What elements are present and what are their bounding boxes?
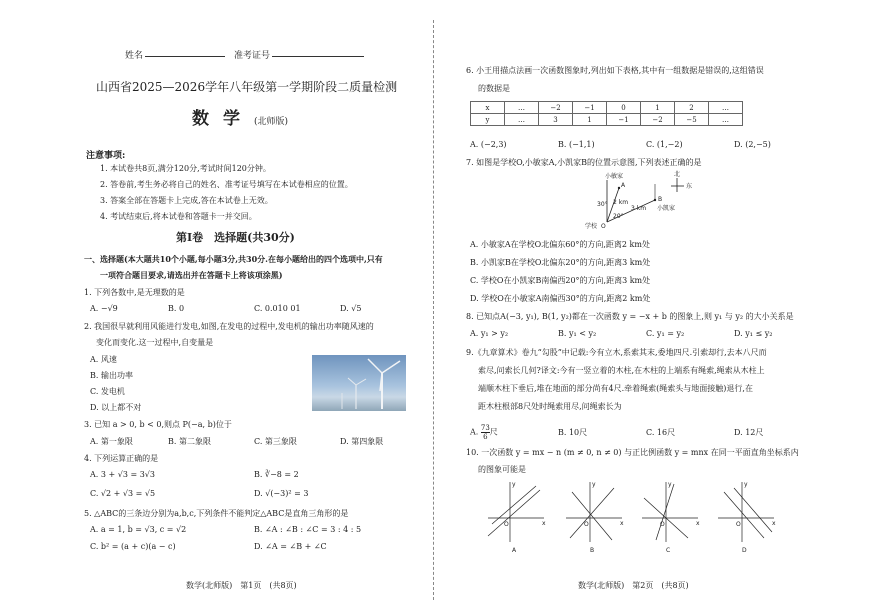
q9-stem: 9.《九章算术》卷九“勾股”中记载:今有立木,系索其末,委地四尺.引索却行,去本八尺而 xyxy=(466,348,767,357)
q9-stem: 端顺木柱下垂后,堆在地面的部分尚有4尺.牵着绳索(绳索头与地面接触)退行,在 xyxy=(478,384,753,393)
q5-option-a: A. a = 1, b = √3, c = √2 xyxy=(90,525,187,534)
table-cell: −2 xyxy=(539,102,573,114)
notice-item: 3. 答案全部在答题卡上完成,答在本试卷上无效。 xyxy=(100,196,273,205)
q9-option-b: B. 10尺 xyxy=(558,428,588,437)
q10-a-x: x xyxy=(542,520,546,527)
q9-option-a-denominator: 6 xyxy=(483,433,488,441)
table-cell: x xyxy=(471,102,505,114)
q10-a-o: O xyxy=(504,521,509,528)
q9-option-a xyxy=(470,424,498,441)
q8-option-a: A. y₁ > y₂ xyxy=(470,329,509,338)
q6-option-c: C. (1,−2) xyxy=(646,140,683,149)
wind-turbine-photo xyxy=(312,355,406,411)
q9-stem: 距木柱根部8尺处时绳索用尽,问绳索长为 xyxy=(478,402,622,411)
table-cell: −1 xyxy=(607,114,641,126)
q5-stem: 5. △ABC的三条边分别为a,b,c,下列条件不能判定△ABC是直角三角形的是 xyxy=(84,509,349,518)
q6-stem: 的数据是 xyxy=(478,84,510,93)
q10-b-x: x xyxy=(620,520,624,527)
q10-c-y: y xyxy=(668,481,672,488)
q9-option-a-letter: A. xyxy=(470,427,479,437)
q9-stem: 索尽,问索长几何?译文:今有一竖立着的木柱,在木柱的上端系有绳索,绳索从木柱上 xyxy=(478,366,765,375)
table-cell: 1 xyxy=(641,102,675,114)
q10-label-d: D xyxy=(742,547,747,554)
q10-label-a: A xyxy=(512,547,517,554)
q10-graph-b xyxy=(562,478,626,554)
q7-option-a: A. 小敏家A在学校O北偏东60°的方向,距离2 km处 xyxy=(470,240,650,249)
q1-stem: 1. 下列各数中,是无理数的是 xyxy=(84,288,185,297)
q6-option-d: D. (2,−5) xyxy=(734,140,771,149)
q1-option-a: A. −√9 xyxy=(90,304,118,313)
q10-d-y: y xyxy=(744,481,748,488)
table-cell: … xyxy=(505,102,539,114)
section-instruction: 一、选择题(本大题共10个小题,每小题3分,共30分.在每小题给出的四个选项中,只有 xyxy=(84,254,383,264)
q10-graph-c xyxy=(638,478,702,554)
notice-item: 1. 本试卷共8页,满分120分,考试时间120分钟。 xyxy=(100,164,271,173)
q7-point-a: A xyxy=(621,182,626,189)
table-cell: −5 xyxy=(675,114,709,126)
q7-option-c: C. 学校O在小凯家B南偏西20°的方向,距离3 km处 xyxy=(470,276,651,285)
q6-stem: 6. 小王用描点法画一次函数图象时,列出如下表格,其中有一组数据是错误的,这组错误 xyxy=(466,66,764,75)
q10-b-o: O xyxy=(584,521,589,528)
q7-stem: 7. 如图是学校O,小敏家A,小凯家B的位置示意图,下列表述正确的是 xyxy=(466,158,702,167)
q3-option-a: A. 第一象限 xyxy=(90,437,133,446)
q8-option-d: D. y₁ ≤ y₂ xyxy=(734,329,773,338)
section-instruction: 一项符合题目要求,请选出并在答题卡上将该项涂黑) xyxy=(100,270,283,280)
q10-b-y: y xyxy=(592,481,596,488)
q5-option-d: D. ∠A = ∠B + ∠C xyxy=(254,542,327,551)
q10-d-x: x xyxy=(772,520,776,527)
q2-option-c: C. 发电机 xyxy=(90,387,125,396)
q10-d-o: O xyxy=(736,521,741,528)
name-label: 姓名 xyxy=(125,51,144,61)
table-row xyxy=(471,102,743,114)
notice-item: 4. 考试结束后,将本试卷和答题卡一并交回。 xyxy=(100,212,257,221)
q10-label-b: B xyxy=(590,547,595,554)
q6-value-table xyxy=(470,101,743,126)
page-footer: 数学(北师版) 第2页 (共8页) xyxy=(578,581,689,590)
q1-option-c: C. 0.010 01 xyxy=(254,304,301,313)
subject-title xyxy=(192,104,288,129)
exam-title: 山西省2025—2026学年八年级第一学期阶段二质量检测 xyxy=(96,80,398,94)
q7-angle-1: 30° xyxy=(597,201,608,208)
q7-north-label: 北 xyxy=(674,171,681,178)
q10-a-y: y xyxy=(512,481,516,488)
q9-option-c: C. 16尺 xyxy=(646,428,676,437)
q6-option-b: B. (−1,1) xyxy=(558,140,595,149)
q3-option-c: C. 第三象限 xyxy=(254,437,297,446)
q10-graph-a xyxy=(484,478,548,554)
page-divider xyxy=(433,20,434,600)
table-row xyxy=(471,114,743,126)
name-field[interactable] xyxy=(145,56,225,57)
q7-point-o: O xyxy=(601,223,606,230)
q10-c-o: O xyxy=(660,521,665,528)
q9-option-a-unit: 尺 xyxy=(489,427,498,437)
q2-stem: 2. 我国很早就利用风能进行发电,如图,在发电的过程中,发电机的输出功率随风速的 xyxy=(84,322,374,331)
table-cell: 3 xyxy=(539,114,573,126)
q2-stem: 变化而变化.这一过程中,自变量是 xyxy=(96,338,214,347)
notice-heading: 注意事项: xyxy=(86,151,126,161)
exam-number-field[interactable] xyxy=(272,56,364,57)
q5-option-c: C. b² = (a + c)(a − c) xyxy=(90,542,176,551)
q10-label-c: C xyxy=(666,547,671,554)
notice-item: 2. 答卷前,考生务必将自己的姓名、准考证号填写在本试卷相应的位置。 xyxy=(100,180,353,189)
q7-b-label: 小凯家 xyxy=(657,205,676,212)
q4-option-a: A. 3 + √3 = 3√3 xyxy=(90,470,155,479)
page-footer: 数学(北师版) 第1页 (共8页) xyxy=(186,581,297,590)
q4-option-c: C. √2 + √3 = √5 xyxy=(90,489,156,498)
q2-option-a: A. 风速 xyxy=(90,355,117,364)
table-cell: −1 xyxy=(573,102,607,114)
exam-number-label: 准考证号 xyxy=(234,51,271,61)
q8-stem: 8. 已知点A(−3, y₁), B(1, y₂)都在一次函数 y = −x + b 的图象上,则 y₁ 与 y₂ 的大小关系是 xyxy=(466,312,794,321)
q1-option-b: B. 0 xyxy=(168,304,185,313)
q10-stem: 的图象可能是 xyxy=(478,465,526,474)
q7-a-label: 小敏家 xyxy=(605,173,624,180)
q7-dist-2: 3 km xyxy=(631,205,647,212)
q2-option-d: D. 以上都不对 xyxy=(90,403,142,412)
q9-option-a-fraction xyxy=(481,424,490,441)
q5-option-b: B. ∠A : ∠B : ∠C = 3 : 4 : 5 xyxy=(254,525,362,534)
q3-option-b: B. 第二象限 xyxy=(168,437,211,446)
table-cell: 2 xyxy=(675,102,709,114)
wind-turbine-icon xyxy=(312,355,406,411)
q8-option-c: C. y₁ = y₂ xyxy=(646,329,685,338)
q10-stem: 10. 一次函数 y = mx − n (m ≠ 0, n ≠ 0) 与正比例函数 y = mnx 在同一平面直角坐标系内 xyxy=(466,448,799,457)
table-cell: y xyxy=(471,114,505,126)
table-cell: −2 xyxy=(641,114,675,126)
q8-option-b: B. y₁ < y₂ xyxy=(558,329,597,338)
q9-option-a-numerator: 73 xyxy=(480,424,490,432)
q7-o-label: 学校 xyxy=(585,223,598,230)
q9-option-d: D. 12尺 xyxy=(734,428,764,437)
table-cell: … xyxy=(709,114,743,126)
q4-option-b: B. ∛−8 = 2 xyxy=(254,470,299,479)
subject-name: 数学 xyxy=(192,109,254,129)
table-cell: … xyxy=(709,102,743,114)
edition-label: (北师版) xyxy=(254,117,289,127)
table-cell: 0 xyxy=(607,102,641,114)
q4-option-d: D. √(−3)² = 3 xyxy=(254,489,309,498)
q2-option-b: B. 输出功率 xyxy=(90,371,133,380)
q7-dist-1: 2 km xyxy=(613,199,629,206)
q3-stem: 3. 已知 a > 0, b < 0,则点 P(−a, b)位于 xyxy=(84,420,232,429)
q10-c-x: x xyxy=(696,520,700,527)
table-cell: … xyxy=(505,114,539,126)
compass-icon xyxy=(671,170,692,192)
q7-position-diagram xyxy=(585,170,695,232)
q7-east-label: 东 xyxy=(686,183,693,190)
q6-option-a: A. (−2,3) xyxy=(470,140,507,149)
q7-option-b: B. 小凯家B在学校O北偏东20°的方向,距离3 km处 xyxy=(470,258,651,267)
q7-angle-2: 20° xyxy=(613,213,624,220)
table-cell: 1 xyxy=(573,114,607,126)
q7-option-d: D. 学校O在小敏家A南偏西30°的方向,距离2 km处 xyxy=(470,294,651,303)
q10-graph-d xyxy=(714,478,778,554)
q4-stem: 4. 下列运算正确的是 xyxy=(84,454,159,463)
q1-option-d: D. √5 xyxy=(340,304,362,313)
section-title: 第Ⅰ卷 选择题(共30分) xyxy=(176,231,295,244)
q3-option-d: D. 第四象限 xyxy=(340,437,384,446)
q7-point-b: B xyxy=(658,196,663,203)
